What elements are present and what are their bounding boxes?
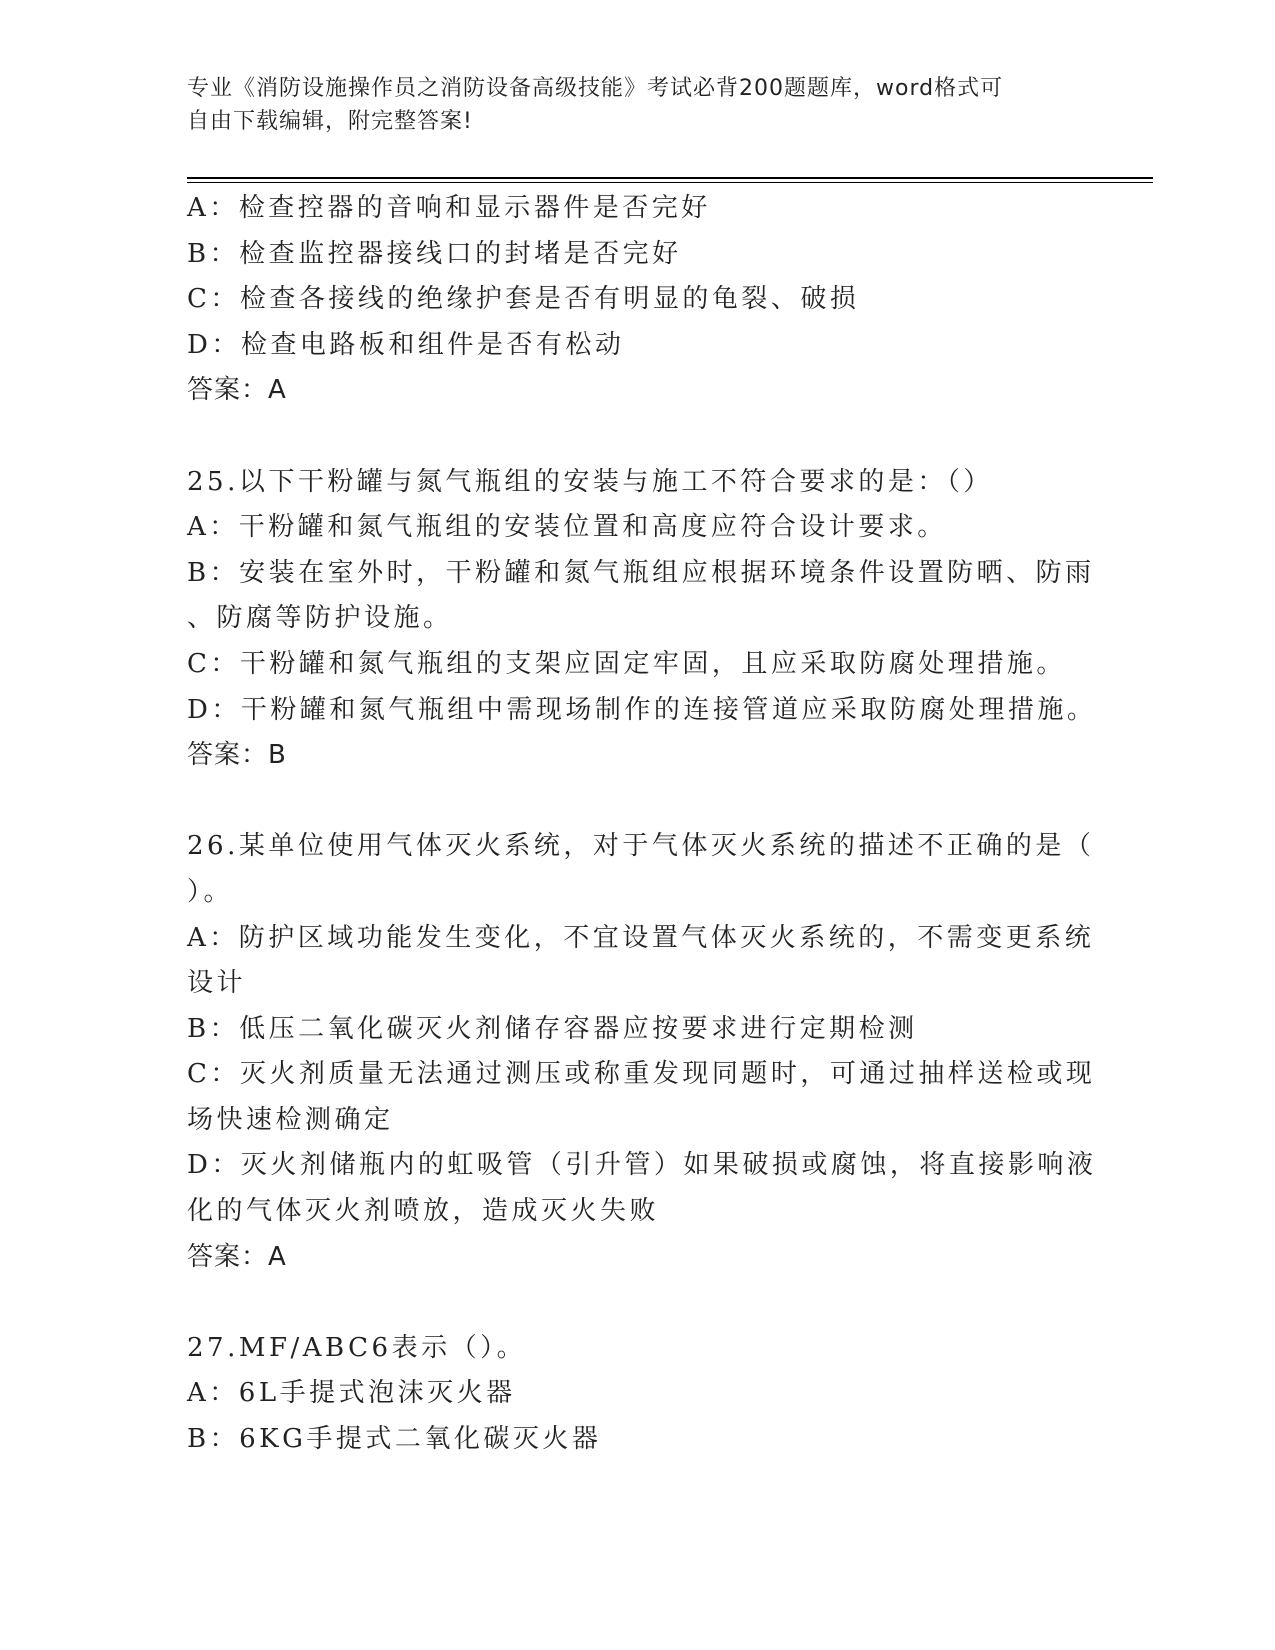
option-b: B：6KG手提式二氧化碳灭火器 [187, 1424, 602, 1455]
question-stem-continued: ）。 [187, 876, 234, 907]
option-b-continued: 、防腐等防护设施。 [187, 603, 453, 634]
option-c: C：干粉罐和氮气瓶组的支架应固定牢固，且应采取防腐处理措施。 [187, 648, 1066, 679]
option-a: A：防护区域功能发生变化，不宜设置气体灭火系统的，不需变更系统 [187, 922, 1095, 953]
document-header [187, 72, 1087, 138]
option-d: D：检查电路板和组件是否有松动 [187, 329, 625, 360]
option-d: D：灭火剂储瓶内的虹吸管（引升管）如果破损或腐蚀，将直接影响液 [187, 1150, 1097, 1181]
answer: 答案：A [187, 1241, 287, 1272]
option-d-continued: 化的气体灭火剂喷放，造成灭火失败 [187, 1196, 660, 1227]
question-stem: 26.某单位使用气体灭火系统，对于气体灭火系统的描述不正确的是（ [187, 831, 1095, 862]
option-b: B：低压二氧化碳灭火剂储存容器应按要求进行定期检测 [187, 1013, 918, 1044]
question-stem: 27.MF/ABC6表示（）。 [187, 1332, 527, 1363]
header-divider-thick [187, 177, 1153, 179]
header-line-2: 自由下载编辑，附完整答案! [187, 109, 473, 134]
question-24-continued [187, 186, 1087, 414]
question-26 [187, 824, 1097, 1280]
option-a: A：6L手提式泡沫灭火器 [187, 1378, 516, 1409]
header-line-1: 专业《消防设施操作员之消防设备高级技能》考试必背200题题库，word格式可 [187, 76, 1004, 101]
option-a: A：检查控器的音响和显示器件是否完好 [187, 193, 711, 223]
answer: 答案：B [187, 740, 287, 771]
question-27 [187, 1326, 1087, 1463]
document-body [187, 186, 1097, 1463]
option-a: A：干粉罐和氮气瓶组的安装位置和高度应符合设计要求。 [187, 512, 947, 543]
header-divider-thin [187, 182, 1153, 183]
answer: 答案：A [187, 375, 287, 406]
option-c-continued: 场快速检测确定 [187, 1104, 394, 1135]
question-25 [187, 460, 1097, 779]
option-b: B：检查监控器接线口的封堵是否完好 [187, 238, 682, 269]
option-d: D：干粉罐和氮气瓶组中需现场制作的连接管道应采取防腐处理措施。 [187, 694, 1097, 725]
option-c: C：灭火剂质量无法通过测压或称重发现同题时，可通过抽样送检或现 [187, 1059, 1096, 1090]
option-a-continued: 设计 [187, 968, 247, 999]
option-b: B：安装在室外时，干粉罐和氮气瓶组应根据环境条件设置防晒、防雨 [187, 557, 1095, 588]
question-stem: 25.以下干粉罐与氮气瓶组的安装与施工不符合要求的是：（） [187, 466, 993, 497]
option-c: C：检查各接线的绝缘护套是否有明显的龟裂、破损 [187, 284, 860, 315]
